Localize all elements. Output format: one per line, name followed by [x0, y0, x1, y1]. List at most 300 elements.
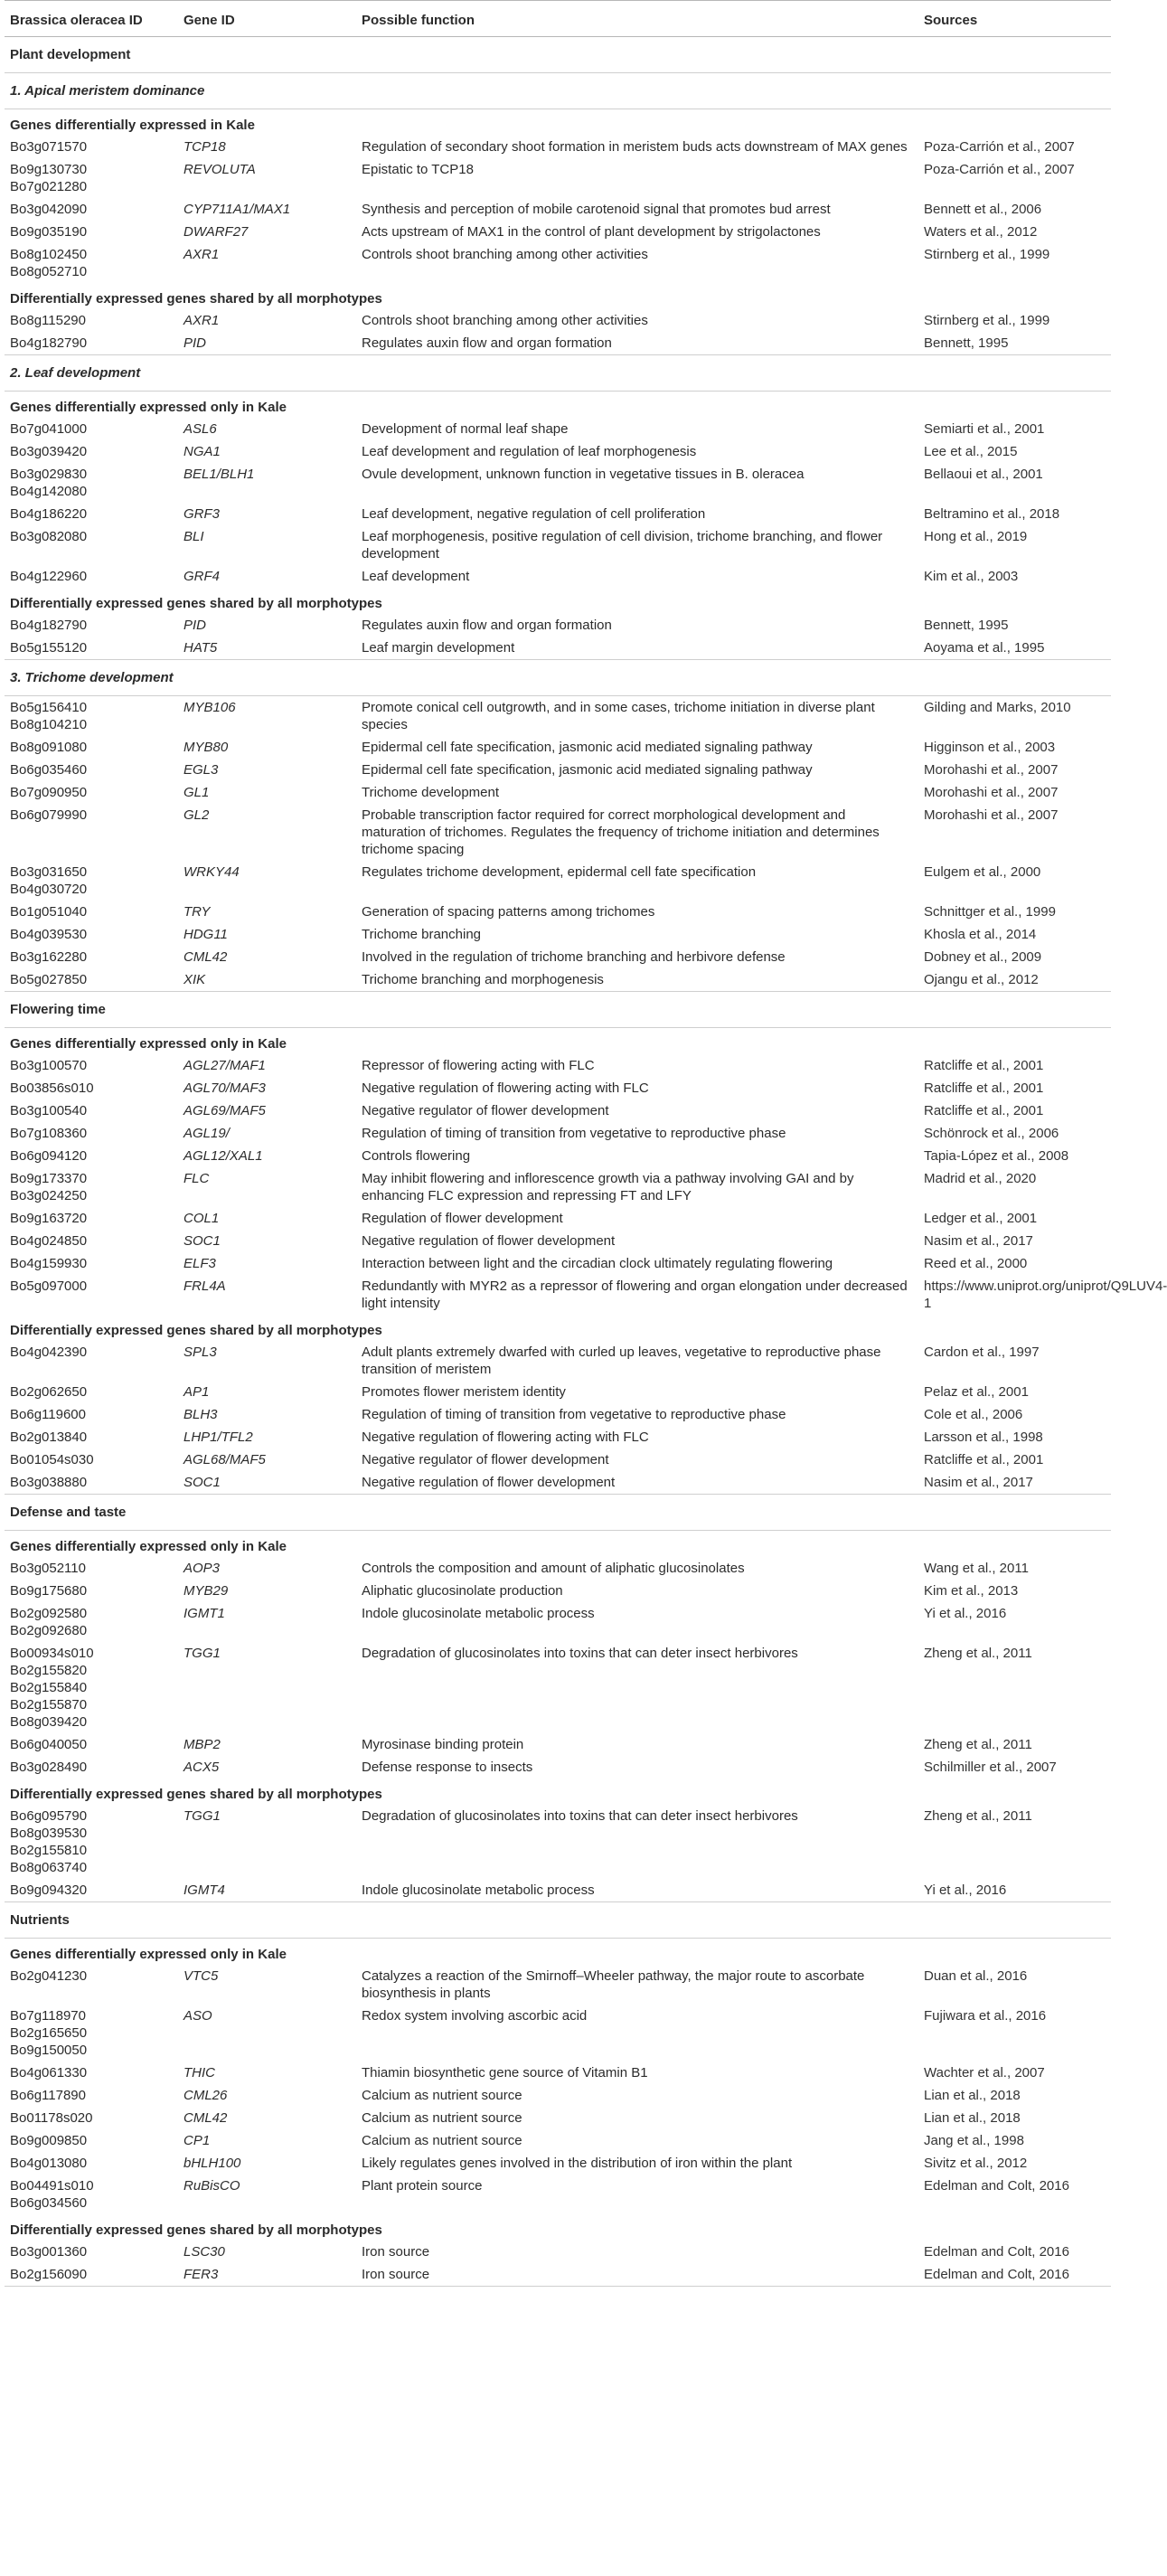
bo-id-cell [5, 1403, 178, 1426]
bo-id: Bo3g001360 [10, 2244, 88, 2260]
bo-id: Bo4g122960 [10, 569, 88, 584]
bo-id: Bo8g039530 [10, 1826, 88, 1841]
subsection-heading-row [5, 355, 1111, 392]
gene-id-cell: GL1 [184, 785, 210, 800]
gene-id-cell: PID [184, 618, 207, 633]
gene-id-cell: AXR1 [184, 313, 220, 328]
source-cell: Reed et al., 2000 [924, 1256, 1028, 1271]
table-row [5, 418, 1111, 440]
gene-id-cell: IGMT4 [178, 1879, 356, 1902]
table-row [5, 243, 1111, 283]
bo-id: Bo9g130730 [10, 162, 88, 177]
bo-id: Bo2g156090 [10, 2267, 88, 2282]
table-row [5, 309, 1111, 332]
bo-id-cell [5, 1054, 178, 1077]
gene-id-cell: MYB80 [184, 740, 229, 755]
source-cell: Wachter et al., 2007 [924, 2065, 1045, 2081]
bo-id: Bo6g094120 [10, 1148, 88, 1164]
table-row [5, 1099, 1111, 1122]
function-cell: Promote conical cell outgrowth, and in some cases, trichome initiation in diverse plant species [362, 700, 875, 732]
section-title: Flowering time [5, 992, 1111, 1028]
source-cell: Bennett et al., 2006 [924, 202, 1042, 217]
function-cell: Involved in the regulation of trichome branching and herbivore defense [362, 949, 786, 965]
table-row [5, 1642, 1111, 1733]
group-heading-row [5, 109, 1111, 137]
gene-id-cell: CML42 [184, 2110, 228, 2126]
bo-id-cell [5, 2152, 178, 2175]
subsection-title: 2. Leaf development [5, 355, 1111, 392]
source-cell: Larsson et al., 1998 [924, 1430, 1043, 1445]
source-cell: Schnittger et al., 1999 [924, 904, 1056, 920]
source-cell: Dobney et al., 2009 [924, 949, 1042, 965]
function-cell: Negative regulation of flowering acting with FLC [362, 1430, 649, 1445]
bo-id: Bo6g119600 [10, 1407, 86, 1422]
gene-id-cell: DWARF27 [184, 224, 249, 240]
source-cell: Hong et al., 2019 [924, 529, 1028, 544]
bo-id: Bo2g062650 [10, 1384, 88, 1400]
bo-id-cell [5, 1341, 178, 1381]
source-cell: Morohashi et al., 2007 [924, 785, 1059, 800]
function-cell: Epidermal cell fate specification, jasmonic acid mediated signaling pathway [362, 740, 813, 755]
function-cell: Indole glucosinolate metabolic process [362, 1606, 595, 1621]
function-cell: Controls flowering [362, 1148, 471, 1164]
source-cell: Eulgem et al., 2000 [924, 864, 1041, 880]
group-heading-row [5, 1028, 1111, 1055]
table-row [5, 2241, 1111, 2263]
function-cell: Negative regulation of flower development [356, 1471, 918, 1495]
source-cell: Poza-Carrión et al., 2007 [924, 139, 1075, 155]
source-cell: Lian et al., 2018 [924, 2110, 1021, 2126]
table-row [5, 2263, 1111, 2287]
group-title: Differentially expressed genes shared by all morphotypes [10, 1323, 382, 1338]
header-bo-id: Brassica oleracea ID [5, 1, 178, 37]
bo-id: Bo2g165650 [10, 2025, 88, 2041]
group-title: Differentially expressed genes shared by all morphotypes [10, 291, 382, 307]
source-cell: Aoyama et al., 1995 [918, 637, 1111, 660]
function-cell: Ovule development, unknown function in vegetative tissues in B. oleracea [362, 467, 805, 482]
table-row [5, 696, 1111, 737]
bo-id: Bo9g175680 [10, 1583, 88, 1599]
bo-id-cell [5, 2062, 178, 2084]
gene-id-cell: MBP2 [184, 1737, 221, 1752]
source-cell: Bennett, 1995 [918, 332, 1111, 355]
function-cell: Leaf margin development [356, 637, 918, 660]
group-title: Genes differentially expressed only in Kale [10, 1539, 287, 1554]
bo-id-cell [5, 1805, 178, 1879]
bo-id-cell [5, 861, 178, 901]
gene-id-cell: XIK [178, 968, 356, 992]
function-cell: Negative regulator of flower development [362, 1452, 609, 1467]
function-cell: Regulation of timing of transition from vegetative to reproductive phase [362, 1407, 786, 1422]
bo-id: Bo5g156410 [10, 700, 88, 715]
header-gene-id: Gene ID [178, 1, 356, 37]
function-cell: Regulates auxin flow and organ formation [362, 618, 612, 633]
function-cell: Regulation of timing of transition from vegetative to reproductive phase [362, 1126, 786, 1141]
function-cell: Leaf development [362, 569, 470, 584]
table-row [5, 1122, 1111, 1145]
table-row [5, 2152, 1111, 2175]
group-heading-row [5, 2214, 1111, 2241]
bo-id: Bo6g040050 [10, 1737, 88, 1752]
source-cell: Beltramino et al., 2018 [924, 506, 1060, 522]
source-cell: Waters et al., 2012 [924, 224, 1038, 240]
bo-id-cell [5, 243, 178, 283]
gene-id-cell: AGL19/ [184, 1126, 230, 1141]
table-row [5, 1580, 1111, 1602]
bo-id: Bo8g115290 [10, 313, 86, 328]
gene-id-cell: GRF4 [184, 569, 221, 584]
bo-id: Bo6g117890 [10, 2088, 86, 2103]
function-cell: Regulation of flower development [362, 1211, 563, 1226]
bo-id-cell [5, 1426, 178, 1448]
source-cell: Higginson et al., 2003 [924, 740, 1056, 755]
bo-id-cell [5, 696, 178, 737]
gene-id-cell: PID [178, 332, 356, 355]
gene-id-cell: VTC5 [184, 1968, 219, 1984]
bo-id: Bo3g082080 [10, 529, 88, 544]
bo-id: Bo3g031650 [10, 864, 88, 880]
source-cell: Edelman and Colt, 2016 [918, 2263, 1111, 2287]
source-cell: Madrid et al., 2020 [924, 1171, 1037, 1186]
table-row [5, 221, 1111, 243]
table-row [5, 781, 1111, 804]
bo-id-cell [5, 503, 178, 525]
function-cell: Negative regulation of flower development [362, 1233, 616, 1249]
function-cell: Calcium as nutrient source [362, 2088, 522, 2103]
table-row [5, 158, 1111, 198]
bo-id-cell [5, 781, 178, 804]
table-row [5, 614, 1111, 637]
source-cell: Edelman and Colt, 2016 [924, 2244, 1069, 2260]
bo-id: Bo2g013840 [10, 1430, 88, 1445]
bo-id-cell [5, 1733, 178, 1756]
bo-id: Bo3g071570 [10, 139, 88, 155]
function-cell: Leaf development and regulation of leaf morphogenesis [362, 444, 697, 459]
gene-id-cell: LSC30 [184, 2244, 225, 2260]
gene-id-cell: ASL6 [184, 421, 217, 437]
subsection-heading-row [5, 660, 1111, 696]
gene-id-cell: HAT5 [178, 637, 356, 660]
bo-id-cell [5, 2129, 178, 2152]
function-cell: Aliphatic glucosinolate production [362, 1583, 563, 1599]
section-title: Plant development [5, 37, 1111, 73]
function-cell: Negative regulator of flower development [362, 1103, 609, 1118]
source-cell: Sivitz et al., 2012 [924, 2156, 1028, 2171]
bo-id: Bo3g042090 [10, 202, 88, 217]
source-cell: Stirnberg et al., 1999 [924, 247, 1050, 262]
table-row [5, 1557, 1111, 1580]
source-cell: Gilding and Marks, 2010 [924, 700, 1071, 715]
bo-id-cell [5, 221, 178, 243]
table-row [5, 637, 1111, 660]
table-row [5, 463, 1111, 503]
function-cell: Epistatic to TCP18 [362, 162, 474, 177]
group-title: Differentially expressed genes shared by all morphotypes [10, 2222, 382, 2238]
table-row [5, 1167, 1111, 1207]
subsection-title: 3. Trichome development [5, 660, 1111, 696]
bo-id: Bo01178s020 [10, 2110, 93, 2126]
function-cell: Controls shoot branching among other activities [362, 247, 648, 262]
table-row [5, 525, 1111, 565]
bo-id-cell [5, 1448, 178, 1471]
gene-id-cell: FER3 [178, 2263, 356, 2287]
group-title: Genes differentially expressed only in Kale [10, 400, 287, 415]
bo-id-cell [5, 2263, 178, 2287]
bo-id: Bo5g027850 [10, 972, 88, 987]
source-cell: Tapia-López et al., 2008 [924, 1148, 1069, 1164]
function-cell: Probable transcription factor required for correct morphological development and maturation of trichomes. Regulates the frequency of trichome initiation and determines trichome spacing [362, 807, 880, 857]
table-row [5, 440, 1111, 463]
source-cell: Zheng et al., 2011 [924, 1737, 1032, 1752]
bo-id: Bo3g029830 [10, 467, 88, 482]
table-row [5, 1965, 1111, 2005]
bo-id-cell [5, 614, 178, 637]
table-row [5, 804, 1111, 861]
bo-id: Bo9g173370 [10, 1171, 88, 1186]
gene-id-cell: AGL70/MAF3 [184, 1080, 266, 1096]
table-row [5, 759, 1111, 781]
bo-id-cell [5, 332, 178, 355]
function-cell: Trichome branching and morphogenesis [356, 968, 918, 992]
function-cell: Defense response to insects [362, 1760, 533, 1775]
bo-id-cell [5, 736, 178, 759]
function-cell: Iron source [362, 2244, 430, 2260]
table-row [5, 1805, 1111, 1879]
table-row [5, 1602, 1111, 1642]
function-cell: Degradation of glucosinolates into toxins that can deter insect herbivores [362, 1646, 798, 1661]
source-cell: Nasim et al., 2017 [918, 1471, 1111, 1495]
function-cell: Leaf morphogenesis, positive regulation of cell division, trichome branching, and flower development [362, 529, 883, 561]
bo-id-cell [5, 901, 178, 923]
bo-id: Bo9g094320 [10, 1882, 88, 1898]
bo-id: Bo2g155870 [10, 1697, 88, 1713]
source-cell: Pelaz et al., 2001 [924, 1384, 1029, 1400]
bo-id: Bo4g013080 [10, 2156, 88, 2171]
bo-id-cell [5, 1756, 178, 1779]
gene-id-cell: MYB29 [184, 1583, 229, 1599]
gene-id-cell: NGA1 [184, 444, 221, 459]
group-heading-row [5, 283, 1111, 309]
bo-id-cell [5, 463, 178, 503]
table-row [5, 736, 1111, 759]
gene-id-cell: FLC [184, 1171, 210, 1186]
gene-id-cell: ELF3 [184, 1256, 216, 1271]
bo-id: Bo9g150050 [10, 2043, 88, 2058]
function-cell: Epidermal cell fate specification, jasmonic acid mediated signaling pathway [362, 762, 813, 778]
bo-id: Bo2g155840 [10, 1680, 88, 1695]
bo-id-cell [5, 2084, 178, 2107]
table-row [5, 136, 1111, 158]
bo-id: Bo3g100540 [10, 1103, 88, 1118]
function-cell: Promotes flower meristem identity [362, 1384, 566, 1400]
gene-id-cell: TCP18 [184, 139, 226, 155]
source-cell: Edelman and Colt, 2016 [924, 2178, 1069, 2194]
bo-id: Bo3g039420 [10, 444, 88, 459]
table-row [5, 1426, 1111, 1448]
bo-id-cell [5, 1580, 178, 1602]
gene-id-cell: SOC1 [184, 1233, 221, 1249]
bo-id-cell [5, 2005, 178, 2062]
bo-id: Bo4g182790 [10, 618, 88, 633]
table-row [5, 1341, 1111, 1381]
group-heading-row [5, 1779, 1111, 1805]
bo-id-cell [5, 1252, 178, 1275]
bo-id-cell [5, 136, 178, 158]
gene-id-cell: CYP711A1/MAX1 [184, 202, 291, 217]
source-cell: Jang et al., 1998 [924, 2133, 1024, 2148]
gene-id-cell: BLH3 [184, 1407, 218, 1422]
function-cell: Controls the composition and amount of aliphatic glucosinolates [362, 1561, 745, 1576]
function-cell: Redox system involving ascorbic acid [362, 2008, 588, 2024]
bo-id: Bo3g038880 [10, 1475, 88, 1490]
section-title: Defense and taste [5, 1495, 1111, 1531]
bo-id: Bo4g042390 [10, 1345, 88, 1360]
bo-id-cell [5, 2175, 178, 2214]
function-cell: Likely regulates genes involved in the distribution of iron within the plant [362, 2156, 793, 2171]
bo-id-cell [5, 804, 178, 861]
table-row [5, 1381, 1111, 1403]
bo-id: Bo2g092580 [10, 1606, 88, 1621]
bo-id: Bo3g028490 [10, 1760, 88, 1775]
table-row [5, 1879, 1111, 1902]
table-row [5, 1252, 1111, 1275]
function-cell: May inhibit flowering and inflorescence growth via a pathway involving GAI and by enhancing FLC expression and repressing FT and LFY [362, 1171, 854, 1203]
bo-id: Bo4g030720 [10, 882, 88, 897]
gene-id-cell: EGL3 [184, 762, 219, 778]
bo-id: Bo4g061330 [10, 2065, 88, 2081]
source-cell: Lee et al., 2015 [924, 444, 1018, 459]
table-row [5, 2175, 1111, 2214]
bo-id: Bo7g108360 [10, 1126, 88, 1141]
gene-id-cell: THIC [184, 2065, 215, 2081]
gene-table [5, 0, 1167, 2287]
table-body [5, 37, 1167, 2287]
source-cell: Khosla et al., 2014 [924, 927, 1037, 942]
table-row [5, 2005, 1111, 2062]
table-row [5, 1403, 1111, 1426]
bo-id-cell [5, 1230, 178, 1252]
section-heading-row [5, 1495, 1111, 1531]
table-row [5, 503, 1111, 525]
function-cell: Trichome branching [362, 927, 482, 942]
source-cell: Nasim et al., 2017 [924, 1233, 1033, 1249]
function-cell: Calcium as nutrient source [362, 2110, 522, 2126]
bo-id: Bo7g090950 [10, 785, 88, 800]
function-cell: Development of normal leaf shape [362, 421, 569, 437]
function-cell: Calcium as nutrient source [362, 2133, 522, 2148]
bo-id-cell [5, 923, 178, 946]
bo-id-cell [5, 1557, 178, 1580]
bo-id-cell [5, 418, 178, 440]
gene-id-cell: AGL69/MAF5 [184, 1103, 266, 1118]
bo-id: Bo2g092680 [10, 1623, 88, 1638]
bo-id-cell [5, 1122, 178, 1145]
source-cell: Schönrock et al., 2006 [924, 1126, 1059, 1141]
table-header-row [5, 1, 1111, 37]
group-heading-row [5, 588, 1111, 614]
gene-id-cell: RuBisCO [184, 2178, 240, 2194]
table-row [5, 1275, 1111, 1315]
bo-id-cell [5, 1879, 178, 1902]
bo-id-cell [5, 968, 178, 992]
gene-id-cell: BEL1/BLH1 [184, 467, 255, 482]
gene-id-cell: COL1 [184, 1211, 220, 1226]
function-cell: Regulates trichome development, epidermal cell fate specification [362, 864, 757, 880]
gene-id-cell: bHLH100 [184, 2156, 241, 2171]
function-cell: Negative regulation of flowering acting with FLC [362, 1080, 649, 1096]
source-cell: Cardon et al., 1997 [924, 1345, 1040, 1360]
group-title: Genes differentially expressed only in Kale [10, 1947, 287, 1962]
function-cell: Indole glucosinolate metabolic process [356, 1879, 918, 1902]
bo-id: Bo8g039420 [10, 1714, 88, 1730]
function-cell: Regulates auxin flow and organ formation [356, 332, 918, 355]
source-cell: Bellaoui et al., 2001 [924, 467, 1043, 482]
bo-id: Bo5g097000 [10, 1279, 88, 1294]
function-cell: Generation of spacing patterns among trichomes [362, 904, 655, 920]
table-row [5, 946, 1111, 968]
gene-id-cell: AGL68/MAF5 [184, 1452, 266, 1467]
gene-id-cell: HDG11 [184, 927, 228, 942]
bo-id: Bo2g041230 [10, 1968, 88, 1984]
gene-id-cell: SOC1 [178, 1471, 356, 1495]
bo-id-cell [5, 946, 178, 968]
function-cell: Adult plants extremely dwarfed with curled up leaves, vegetative to reproductive phase transition of meristem [362, 1345, 881, 1377]
table-row [5, 1230, 1111, 1252]
bo-id: Bo4g039530 [10, 927, 88, 942]
bo-id: Bo3g100570 [10, 1058, 88, 1073]
source-cell: Morohashi et al., 2007 [924, 807, 1059, 823]
subsection-heading-row [5, 73, 1111, 109]
function-cell: Catalyzes a reaction of the Smirnoff–Wheeler pathway, the major route to ascorbate biosynthesis in plants [362, 1968, 865, 2001]
function-cell: Acts upstream of MAX1 in the control of plant development by strigolactones [362, 224, 821, 240]
bo-id: Bo6g034560 [10, 2195, 88, 2211]
source-cell: Zheng et al., 2011 [924, 1646, 1032, 1661]
gene-table-container [5, 0, 1167, 2287]
bo-id: Bo4g159930 [10, 1256, 88, 1271]
table-row [5, 2129, 1111, 2152]
section-heading-row [5, 37, 1111, 73]
bo-id: Bo8g091080 [10, 740, 88, 755]
source-cell: Duan et al., 2016 [924, 1968, 1028, 1984]
section-heading-row [5, 1902, 1111, 1939]
source-cell: Lian et al., 2018 [924, 2088, 1021, 2103]
bo-id: Bo7g021280 [10, 179, 88, 194]
table-row [5, 1145, 1111, 1167]
gene-id-cell: LHP1/TFL2 [184, 1430, 253, 1445]
gene-id-cell: GRF3 [184, 506, 221, 522]
bo-id: Bo6g035460 [10, 762, 88, 778]
bo-id-cell [5, 759, 178, 781]
group-heading-row [5, 1531, 1111, 1558]
table-row [5, 968, 1111, 992]
source-cell: Ojangu et al., 2012 [918, 968, 1111, 992]
bo-id-cell [5, 309, 178, 332]
table-row [5, 1756, 1111, 1779]
table-row [5, 332, 1111, 355]
bo-id: Bo2g155810 [10, 1843, 88, 1858]
header-sources: Sources [918, 1, 1111, 37]
bo-id: Bo8g102450 [10, 247, 88, 262]
gene-id-cell: AGL27/MAF1 [184, 1058, 266, 1073]
bo-id: Bo8g063740 [10, 1860, 88, 1875]
gene-id-cell: WRKY44 [184, 864, 240, 880]
gene-id-cell: CP1 [184, 2133, 211, 2148]
bo-id-cell [5, 1965, 178, 2005]
source-cell: Morohashi et al., 2007 [924, 762, 1059, 778]
group-title: Genes differentially expressed in Kale [10, 118, 255, 133]
table-row [5, 1733, 1111, 1756]
source-cell: Ratcliffe et al., 2001 [924, 1058, 1044, 1073]
